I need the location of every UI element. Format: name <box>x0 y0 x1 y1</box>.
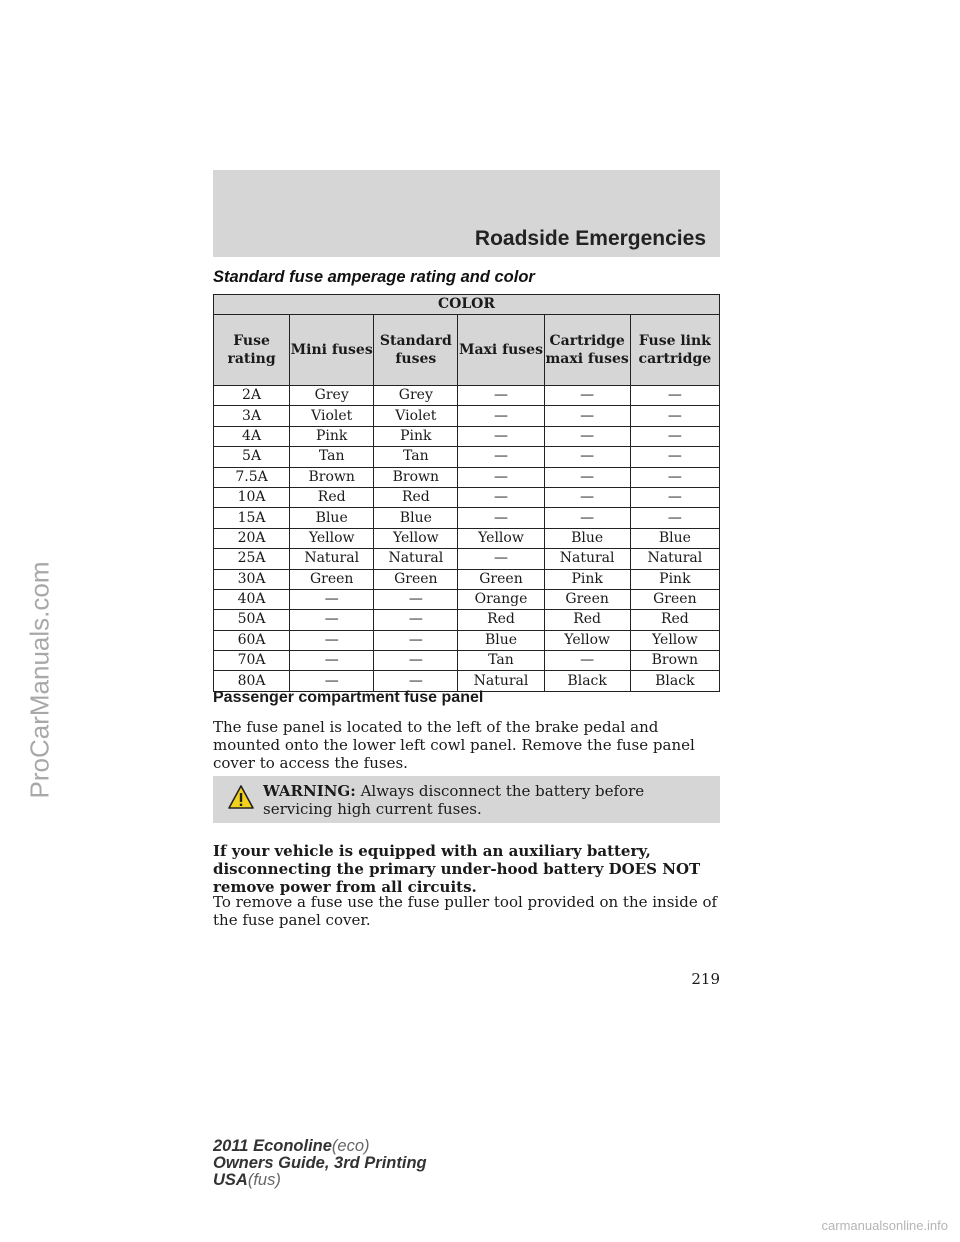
table-row <box>214 508 720 528</box>
table-cell: — <box>458 549 544 569</box>
table-cell: Green <box>630 589 719 609</box>
table-cell: 30A <box>214 569 290 589</box>
page-number: 219 <box>691 970 720 988</box>
table-cell: — <box>374 610 458 630</box>
table-cell: Natural <box>630 549 719 569</box>
table-cell: Yellow <box>544 630 630 650</box>
auxiliary-battery-note: If your vehicle is equipped with an auxiliary battery, disconnecting the primary under-hood battery DOES NOT remove power from all circuits. <box>213 842 701 896</box>
table-cell: — <box>290 630 374 650</box>
table-cell: Tan <box>290 447 374 467</box>
table-cell: Black <box>544 671 630 691</box>
table-cell: 2A <box>214 386 290 406</box>
footer-model-code: (eco) <box>331 1137 370 1155</box>
table-row <box>214 406 720 426</box>
table-cell: 40A <box>214 589 290 609</box>
table-cell: — <box>544 508 630 528</box>
bottom-watermark: carmanualsonline.info <box>821 1218 948 1233</box>
table-cell: — <box>290 651 374 671</box>
removal-paragraph: To remove a fuse use the fuse puller tool provided on the inside of the fuse panel cover. <box>213 893 718 929</box>
table-cell: — <box>544 447 630 467</box>
table-cell: Blue <box>458 630 544 650</box>
table-cell: Natural <box>374 549 458 569</box>
table-cell: — <box>458 467 544 487</box>
table-cell: — <box>630 508 719 528</box>
table-cell: 60A <box>214 630 290 650</box>
table-cell: Natural <box>290 549 374 569</box>
table-cell: — <box>374 630 458 650</box>
table-cell: 20A <box>214 528 290 548</box>
table-cell: — <box>458 426 544 446</box>
table-cell: — <box>458 487 544 507</box>
table-cell: — <box>544 386 630 406</box>
table-cell: — <box>630 447 719 467</box>
table-cell: Yellow <box>374 528 458 548</box>
table-row <box>214 651 720 671</box>
table-cell: — <box>374 671 458 691</box>
table-cell: Brown <box>630 651 719 671</box>
table-cell: — <box>290 610 374 630</box>
table-cell: Pink <box>374 426 458 446</box>
table-cell: 15A <box>214 508 290 528</box>
section-heading: Passenger compartment fuse panel <box>213 689 484 706</box>
footer-market: USA <box>213 1171 248 1189</box>
table-cell: — <box>458 447 544 467</box>
table-cell: Blue <box>544 528 630 548</box>
section-title: Roadside Emergencies <box>474 227 706 250</box>
table-cell: — <box>544 487 630 507</box>
table-cell: Yellow <box>458 528 544 548</box>
table-cell: Tan <box>458 651 544 671</box>
table-row <box>214 386 720 406</box>
table-cell: — <box>544 467 630 487</box>
table-cell: Green <box>544 589 630 609</box>
table-cell: Red <box>290 487 374 507</box>
table-row <box>214 630 720 650</box>
table-cell: — <box>630 467 719 487</box>
column-header: Standard fuses <box>374 315 458 386</box>
table-cell: 50A <box>214 610 290 630</box>
table-cell: Green <box>374 569 458 589</box>
table-cell: Red <box>458 610 544 630</box>
table-cell: Orange <box>458 589 544 609</box>
side-watermark: ProCarManuals.com <box>24 561 55 799</box>
table-cell: Red <box>630 610 719 630</box>
table-cell: Green <box>458 569 544 589</box>
column-header: Mini fuses <box>290 315 374 386</box>
table-cell: Violet <box>374 406 458 426</box>
column-header: Cartridge maxi fuses <box>544 315 630 386</box>
table-cell: Green <box>290 569 374 589</box>
table-group-header: COLOR <box>214 295 720 315</box>
table-cell: — <box>630 386 719 406</box>
footer-guide: Owners Guide, 3rd Printing <box>213 1154 427 1172</box>
table-cell: Brown <box>290 467 374 487</box>
table-cell: Pink <box>544 569 630 589</box>
column-header: Fuse link cartridge <box>630 315 719 386</box>
table-cell: 25A <box>214 549 290 569</box>
footer <box>213 1138 427 1189</box>
table-cell: 5A <box>214 447 290 467</box>
table-cell: Pink <box>290 426 374 446</box>
table-cell: — <box>458 386 544 406</box>
table-row <box>214 487 720 507</box>
table-cell: 70A <box>214 651 290 671</box>
table-cell: Blue <box>374 508 458 528</box>
table-row <box>214 589 720 609</box>
table-cell: Brown <box>374 467 458 487</box>
table-cell: — <box>630 406 719 426</box>
table-cell: Yellow <box>630 630 719 650</box>
table-cell: Blue <box>630 528 719 548</box>
table-cell: — <box>374 651 458 671</box>
table-cell: Blue <box>290 508 374 528</box>
table-cell: Tan <box>374 447 458 467</box>
section-header-band <box>213 170 720 257</box>
footer-model: 2011 Econoline <box>213 1137 332 1155</box>
table-cell: 3A <box>214 406 290 426</box>
table-cell: — <box>630 426 719 446</box>
warning-text-block <box>263 782 713 818</box>
table-cell: 10A <box>214 487 290 507</box>
warning-box <box>213 776 720 823</box>
table-row <box>214 447 720 467</box>
table-row <box>214 569 720 589</box>
table-row <box>214 528 720 548</box>
table-cell: Yellow <box>290 528 374 548</box>
column-header: Maxi fuses <box>458 315 544 386</box>
table-cell: — <box>458 508 544 528</box>
fuse-color-table <box>213 294 720 692</box>
table-cell: 80A <box>214 671 290 691</box>
table-row <box>214 549 720 569</box>
table-row <box>214 426 720 446</box>
table-cell: Natural <box>458 671 544 691</box>
warning-text: Always disconnect the battery before servicing high current fuses. <box>263 782 645 818</box>
intro-paragraph: The fuse panel is located to the left of the brake pedal and mounted onto the lower left cowl panel. Remove the fuse panel cover to access the fuses. <box>213 718 695 772</box>
table-cell: — <box>544 651 630 671</box>
table-row <box>214 610 720 630</box>
table-cell: Pink <box>630 569 719 589</box>
table-cell: Grey <box>290 386 374 406</box>
column-header: Fuse rating <box>214 315 290 386</box>
table-cell: 4A <box>214 426 290 446</box>
table-row <box>214 467 720 487</box>
table-cell: Black <box>630 671 719 691</box>
table-cell: — <box>374 589 458 609</box>
table-cell: Violet <box>290 406 374 426</box>
table-cell: — <box>290 671 374 691</box>
warning-label: WARNING: <box>263 782 356 800</box>
table-cell: — <box>290 589 374 609</box>
table-cell: — <box>544 426 630 446</box>
footer-market-code: (fus) <box>247 1171 281 1189</box>
table-title: Standard fuse amperage rating and color <box>213 268 535 286</box>
table-cell: Red <box>374 487 458 507</box>
table-cell: — <box>458 406 544 426</box>
table-cell: — <box>630 487 719 507</box>
table-cell: Red <box>544 610 630 630</box>
table-cell: — <box>544 406 630 426</box>
table-cell: Grey <box>374 386 458 406</box>
warning-triangle-icon <box>227 784 255 810</box>
table-cell: Natural <box>544 549 630 569</box>
table-cell: 7.5A <box>214 467 290 487</box>
